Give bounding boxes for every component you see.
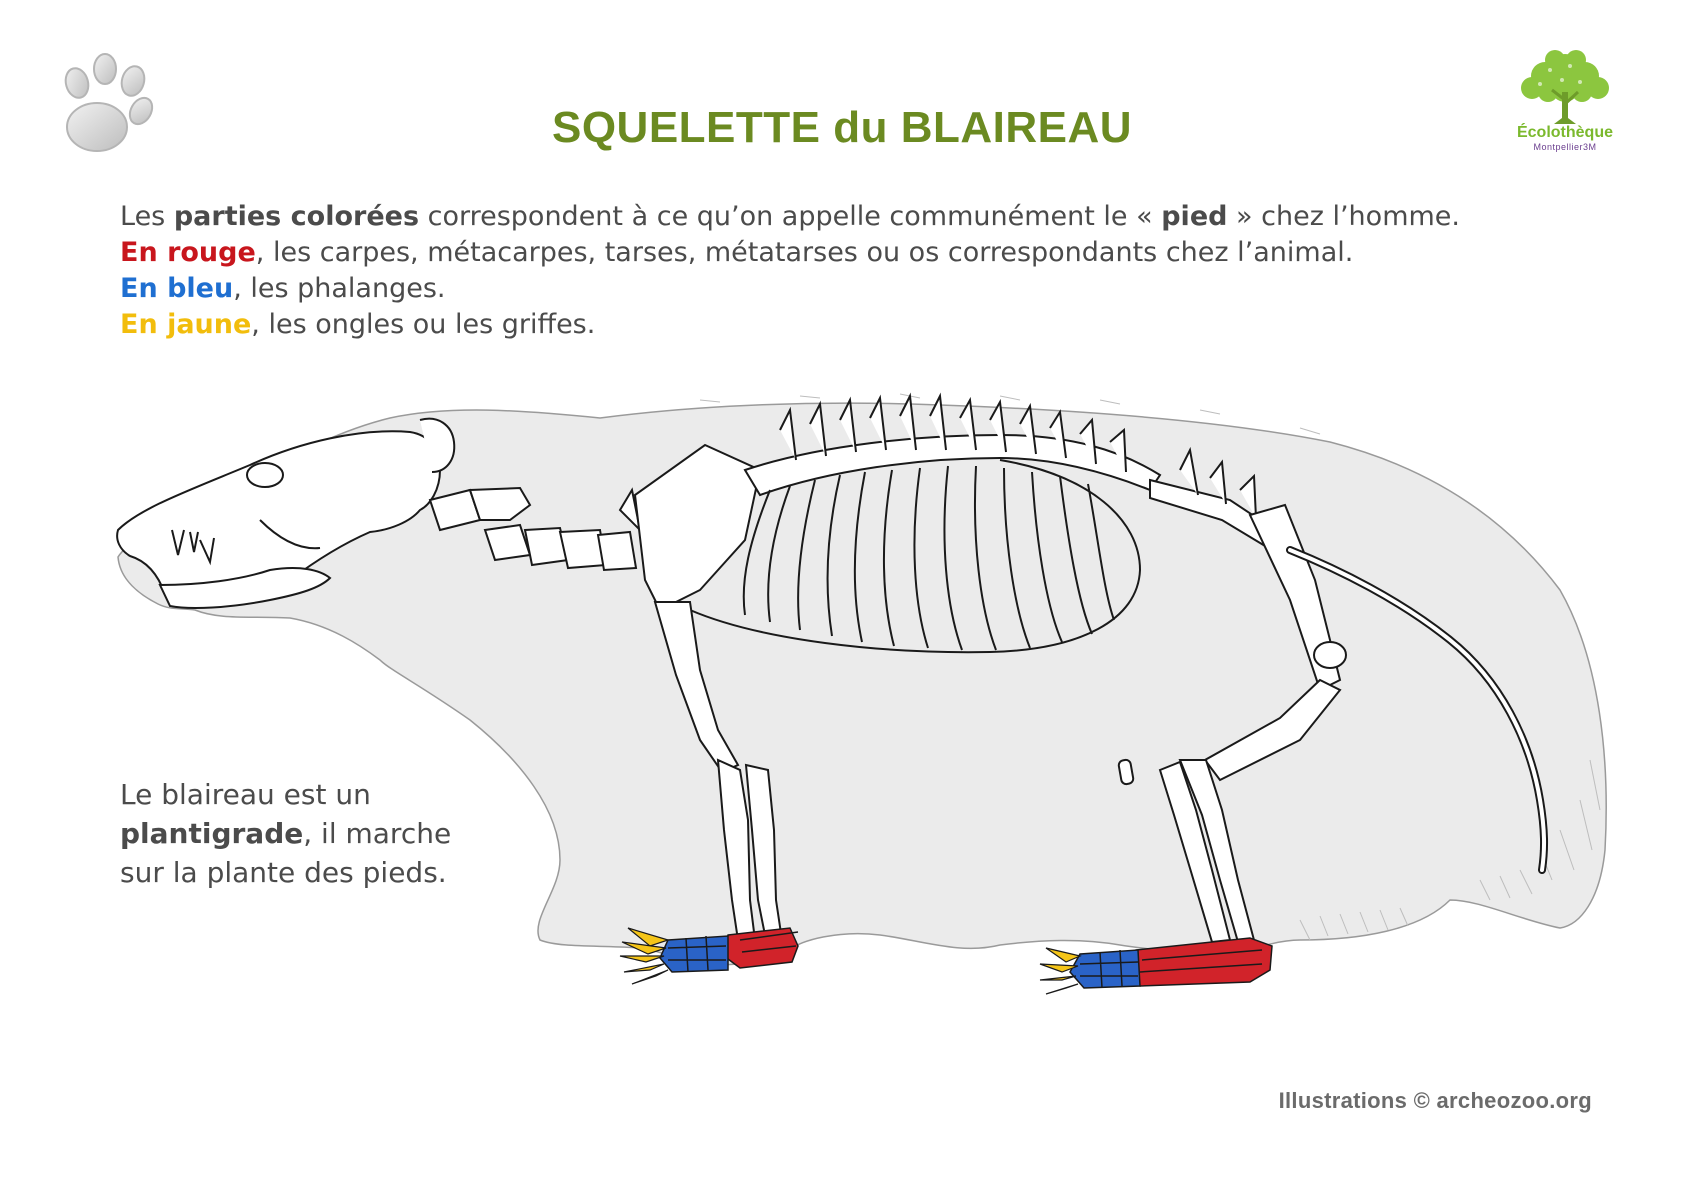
yellow-highlight: En jaune bbox=[120, 309, 252, 340]
logo-subtitle: Montpellier3M bbox=[1533, 142, 1597, 152]
caption-line-2: plantigrade, il marche bbox=[120, 817, 452, 850]
intro-line-blue: En bleu, les phalanges. bbox=[120, 273, 446, 304]
logo-brand: Écolothèque bbox=[1516, 124, 1613, 141]
intro-line-red: En rouge, les carpes, métacarpes, tarses, métatarses ou os correspondants chez l’animal. bbox=[120, 237, 1354, 268]
front-foot-phalanges bbox=[660, 936, 728, 972]
red-highlight: En rouge bbox=[120, 237, 256, 268]
plantigrade-caption bbox=[120, 775, 451, 892]
page-title: SQUELETTE du BLAIREAU bbox=[551, 103, 1133, 152]
intro-line-yellow: En jaune, les ongles ou les griffes. bbox=[120, 309, 596, 340]
caption-line-3: sur la plante des pieds. bbox=[120, 856, 447, 889]
intro-line-1: Les parties colorées correspondent à ce qu’on appelle communément le « pied » chez l’homme. bbox=[120, 201, 1460, 232]
illustration-credit: Illustrations © archeozoo.org bbox=[1278, 1088, 1592, 1113]
caption-line-1: Le blaireau est un bbox=[120, 778, 371, 811]
badger-skeleton-illustration bbox=[0, 380, 1684, 1100]
front-foot-carpals bbox=[724, 928, 798, 968]
blue-highlight: En bleu bbox=[120, 273, 234, 304]
intro-text bbox=[120, 199, 1600, 343]
